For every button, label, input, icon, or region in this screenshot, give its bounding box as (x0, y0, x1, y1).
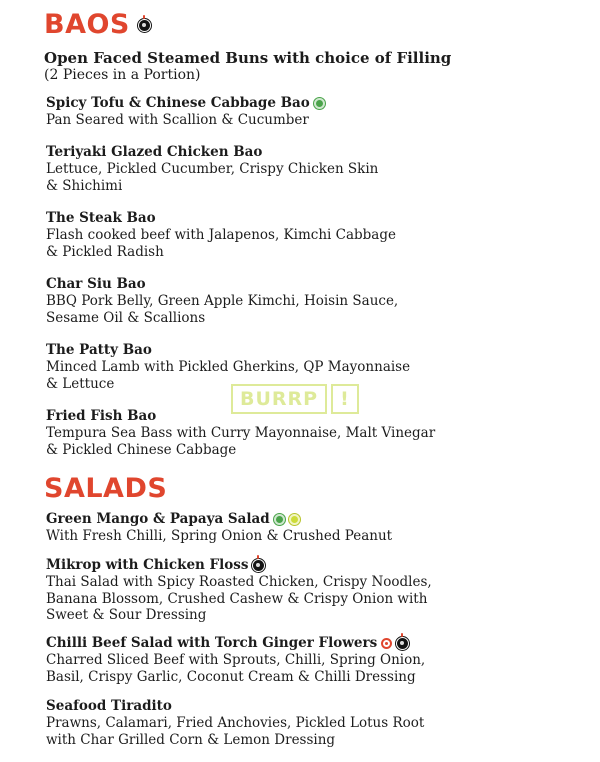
bomb-icon (138, 19, 151, 32)
bomb-icon (252, 559, 265, 572)
menu-item-description-line: Flash cooked beef with Jalapenos, Kimchi Cabbage (46, 227, 396, 243)
menu-item-name: Teriyaki Glazed Chicken Bao (46, 144, 263, 160)
menu-item-description-line: & Pickled Radish (46, 243, 164, 260)
menu-item (46, 144, 586, 194)
menu-item-name: Char Siu Bao (46, 276, 146, 292)
menu-item-description-line: Prawns, Calamari, Fried Anchovies, Pickled Lotus Root (46, 715, 425, 731)
menu-item-description-line: Sesame Oil & Scallions (46, 309, 206, 326)
menu-item-name: Seafood Tiradito (46, 698, 172, 714)
menu-item-description-line: BBQ Pork Belly, Green Apple Kimchi, Hoisin Sauce, (46, 293, 399, 309)
menu-item-name-row (46, 635, 586, 652)
watermark-exclamation: ! (331, 384, 359, 414)
menu-item-name-row (46, 342, 586, 359)
menu-item-name: Fried Fish Bao (46, 408, 157, 424)
menu-item-description-line: & Pickled Chinese Cabbage (46, 441, 237, 458)
menu-item-name-row (46, 511, 586, 528)
menu-item-description-line: Minced Lamb with Pickled Gherkins, QP Mayonnaise (46, 359, 411, 375)
menu-item-name-row (46, 698, 586, 715)
baos-intro-title: Open Faced Steamed Buns with choice of Filling (44, 49, 452, 67)
menu-item (46, 276, 586, 326)
bomb-icon (396, 637, 409, 650)
menu-item-description-line: Pan Seared with Scallion & Cucumber (46, 112, 309, 128)
menu-item-description-line: With Fresh Chilli, Spring Onion & Crushed Peanut (46, 528, 393, 544)
menu-item-description-line: with Char Grilled Corn & Lemon Dressing (46, 731, 336, 748)
salads-heading (44, 474, 167, 504)
menu-item-description-line: Lettuce, Pickled Cucumber, Crispy Chicken Skin (46, 161, 379, 177)
menu-item (46, 210, 586, 260)
menu-item-name: Mikrop with Chicken Floss (46, 557, 249, 573)
menu-item-description-line: Banana Blossom, Crushed Cashew & Crispy Onion with (46, 590, 428, 607)
baos-intro-subtitle: (2 Pieces in a Portion) (44, 67, 201, 83)
menu-item-name-row (46, 144, 586, 161)
menu-item-description-line: & Shichimi (46, 177, 123, 194)
menu-item-name: Chilli Beef Salad with Torch Ginger Flowers (46, 635, 378, 651)
spicy-icon (381, 638, 392, 649)
menu-item-name: Spicy Tofu & Chinese Cabbage Bao (46, 95, 310, 111)
menu-item (46, 511, 586, 545)
nut-icon (289, 514, 300, 525)
baos-heading (44, 10, 151, 40)
menu-item-name-row (46, 95, 586, 112)
menu-item-name-row (46, 210, 586, 227)
baos-heading-text: BAOS (44, 9, 130, 40)
burrp-watermark (231, 384, 359, 414)
menu-item (46, 698, 586, 748)
veg-icon (314, 98, 325, 109)
menu-item (46, 408, 586, 458)
salads-heading-text: SALADS (44, 473, 168, 504)
menu-item (46, 95, 586, 129)
menu-item (46, 557, 586, 624)
menu-item-description-line: Tempura Sea Bass with Curry Mayonnaise, Malt Vinegar (46, 425, 436, 441)
menu-item (46, 635, 586, 685)
menu-item-name-row (46, 557, 586, 574)
menu-item-name: The Patty Bao (46, 342, 152, 358)
baos-intro (44, 50, 451, 84)
menu-item-name-row (46, 276, 586, 293)
menu-item-name: Green Mango & Papaya Salad (46, 511, 270, 527)
menu-item-name: The Steak Bao (46, 210, 156, 226)
veg-icon (274, 514, 285, 525)
menu-item-description-line: Basil, Crispy Garlic, Coconut Cream & Chilli Dressing (46, 668, 416, 685)
menu-item-description-line: & Lettuce (46, 375, 115, 392)
menu-item-description-line: Thai Salad with Spicy Roasted Chicken, Crispy Noodles, (46, 574, 432, 590)
watermark-word: BURRP (231, 384, 327, 414)
menu-item-description-line: Sweet & Sour Dressing (46, 607, 207, 623)
menu-item-description-line: Charred Sliced Beef with Sprouts, Chilli, Spring Onion, (46, 652, 426, 668)
